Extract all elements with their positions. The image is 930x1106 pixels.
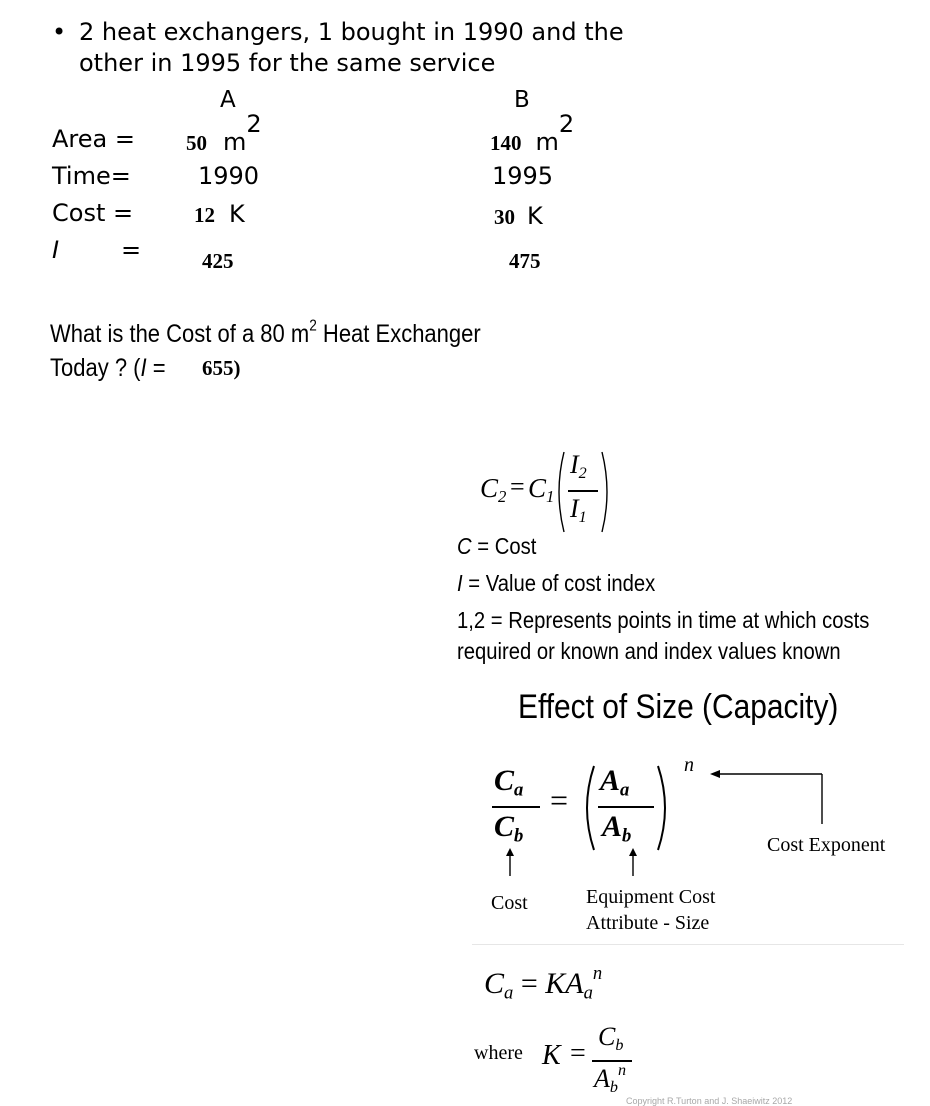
time-value-a: 1990 [198,162,260,190]
row-label-time: Time= [52,162,131,190]
index-value-a: 425 [202,249,234,273]
cost-value-b: 30 K [494,202,543,230]
copyright-text: Copyright R.Turton and J. Shaeiwitz 2012 [626,1096,793,1106]
size-formula: $C_a$ $C_b$ = $A_a$ $A_b$ n Cost Exponent Cost Equipment Cost Attribute - Size [491,754,886,934]
fraction-bar [492,806,540,808]
area-value-a: 50 $m^2$ [186,110,262,156]
cost-label: Cost [491,892,528,914]
fraction-bar [598,806,654,808]
legend-points-line-2: required or known and index values known [457,638,841,664]
time-value-b: 1995 [492,162,554,190]
legend-points-line-1: 1,2 = Represents points in time at which costs [457,607,870,633]
cost-exponent-label: Cost Exponent [767,834,886,856]
cost-exponent-arrow [710,760,830,840]
attribute-up-arrow [627,848,639,878]
paren-open [554,450,566,534]
paren-close [600,450,612,534]
section-heading: Effect of Size (Capacity) [518,688,839,726]
question-index-value: 655) [202,356,241,380]
cost-value-a: 12 K [194,200,245,228]
k-definition-formula: where K = $C_b$ $A_b^n$ [474,1022,694,1106]
question-line-1: What is the Cost of a 80 $m^2$ Heat Exchanger [50,317,481,348]
row-label-cost: Cost = [52,199,134,227]
row-label-area: Area = [52,125,135,153]
attribute-size-label: Attribute - Size [586,912,710,934]
row-label-index: I [52,236,60,264]
intro-line-1: 2 heat exchangers, 1 bought in 1990 and the [79,18,624,46]
cost-index-formula: $C_2$ = $C_1$ $I_2$ $I_1$ [480,450,620,534]
legend-index: I = Value of cost index [457,570,656,596]
row-label-index-eq: = [121,236,142,264]
cost-up-arrow [504,848,516,878]
fraction-bar [568,490,598,492]
legend-cost: C = Cost [457,533,537,559]
question-line-2: Today ? (I = [50,354,166,382]
paren-close [656,764,672,852]
index-value-b: 475 [509,249,541,273]
power-law-formula: $C_a = KA_a^n$ [484,963,603,1004]
intro-line-2: other in 1995 for the same service [79,49,496,77]
column-header-a: A [220,87,236,113]
equipment-cost-label: Equipment Cost [586,886,716,908]
intro-bullet: • [52,18,67,46]
paren-open [580,764,596,852]
area-value-b: 140 $m^2$ [490,110,575,156]
divider [472,944,904,945]
column-header-b: B [514,87,530,113]
